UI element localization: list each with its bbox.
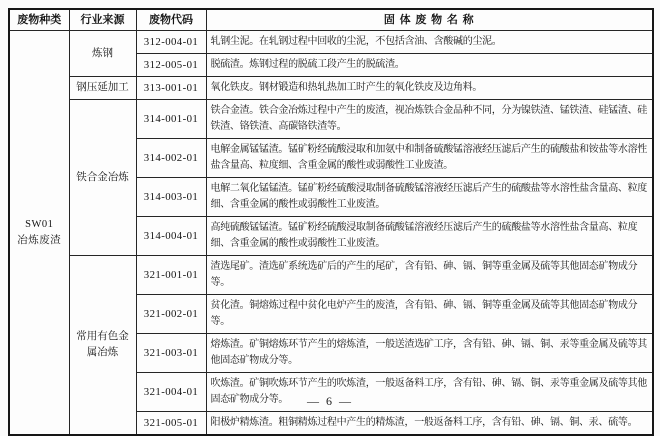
waste-code-cell: 313-001-01 bbox=[136, 77, 206, 100]
waste-category-cell bbox=[9, 31, 69, 436]
waste-category-line: SW01 bbox=[25, 218, 54, 230]
header-industry-source: 行业来源 bbox=[69, 9, 136, 31]
waste-code-cell: 312-004-01 bbox=[136, 31, 206, 54]
header-waste-name: 固 体 废 物 名 称 bbox=[206, 9, 653, 31]
table-row bbox=[9, 256, 653, 295]
waste-code-cell: 312-005-01 bbox=[136, 54, 206, 77]
waste-name-cell: 铁合金渣。铁合金冶炼过程中产生的废渣，视冶炼铁合金品种不同，分为镍铁渣、锰铁渣、硅锰渣、硅铁渣、铬铁渣、高碳铬铁渣等。 bbox=[206, 100, 653, 139]
waste-name-cell: 渣选尾矿。渣选矿系统选矿后的产生的尾矿，含有铅、砷、镉、铜等重金属及硫等其他固态矿物成分等。 bbox=[206, 256, 653, 295]
industry-source-cell: 常用有色金属冶炼 bbox=[69, 256, 136, 436]
table-row bbox=[9, 31, 653, 54]
table-row bbox=[9, 77, 653, 100]
industry-source-cell: 钢压延加工 bbox=[69, 77, 136, 100]
waste-code-cell: 321-002-01 bbox=[136, 295, 206, 334]
waste-name-cell: 轧钢尘泥。在轧钢过程中回收的尘泥，不包括含油、含酸碱的尘泥。 bbox=[206, 31, 653, 54]
waste-name-cell: 电解二氧化锰锰渣。锰矿粉经硫酸浸取制备硫酸锰溶液经压滤后产生的硫酸盐等水溶性盐含量高、粒度细、含重金属的酸性或弱酸性工业废渣。 bbox=[206, 178, 653, 217]
waste-name-cell: 氧化铁皮。钢材锻造和热轧热加工时产生的氧化铁皮及边角料。 bbox=[206, 77, 653, 100]
industry-source-cell: 铁合金冶炼 bbox=[69, 100, 136, 256]
waste-name-cell: 高纯硫酸锰锰渣。锰矿粉经硫酸浸取制备硫酸锰溶液经压滤后产生的硫酸盐等水溶性盐含量高、粒度细、含重金属的酸性或弱酸性工业废渣。 bbox=[206, 217, 653, 256]
waste-code-cell: 314-004-01 bbox=[136, 217, 206, 256]
header-row bbox=[9, 9, 653, 31]
table-body bbox=[9, 31, 653, 436]
waste-code-cell: 321-003-01 bbox=[136, 334, 206, 373]
waste-code-cell: 314-001-01 bbox=[136, 100, 206, 139]
header-waste-code: 废物代码 bbox=[136, 9, 206, 31]
waste-category-line: 冶炼废渣 bbox=[17, 234, 62, 246]
industry-source-cell: 炼钢 bbox=[69, 31, 136, 77]
waste-name-cell: 贫化渣。铜熔炼过程中贫化电炉产生的废渣，含有铅、砷、镉、铜等重金属及硫等其他固态矿物成分等。 bbox=[206, 295, 653, 334]
waste-name-cell: 电解金属锰锰渣。锰矿粉经硫酸浸取和加氨中和制备硫酸锰溶液经压滤后产生的硫酸盐和铵盐等水溶性盐含量高、粒度细、含重金属的酸性或弱酸性工业废渣。 bbox=[206, 139, 653, 178]
waste-code-cell: 321-001-01 bbox=[136, 256, 206, 295]
header-waste-category: 废物种类 bbox=[9, 9, 69, 31]
page-number: — 6 — bbox=[307, 394, 353, 408]
waste-name-cell: 熔炼渣。矿铜熔炼环节产生的熔炼渣，一般送渣选矿工序，含有铅、砷、镉、铜、汞等重金属及硫等其他固态矿物成分等。 bbox=[206, 334, 653, 373]
table-row bbox=[9, 100, 653, 139]
waste-name-cell: 吹炼渣。矿铜吹炼环节产生的吹炼渣，一般返备料工序，含有铅、砷、镉、铜、汞等重金属及硫等其他固态矿物成分等。 bbox=[206, 373, 653, 412]
waste-code-cell: 321-005-01 bbox=[136, 412, 206, 436]
waste-catalog-table bbox=[8, 8, 654, 436]
waste-name-cell: 阳极炉精炼渣。粗铜精炼过程中产生的精炼渣，一般返备料工序，含有铅、砷、镉、铜、汞、硫等。 bbox=[206, 412, 653, 436]
waste-code-cell: 321-004-01 bbox=[136, 373, 206, 412]
waste-code-cell: 314-002-01 bbox=[136, 139, 206, 178]
waste-name-cell: 脱硫渣。炼钢过程的脱硫工段产生的脱硫渣。 bbox=[206, 54, 653, 77]
waste-code-cell: 314-003-01 bbox=[136, 178, 206, 217]
